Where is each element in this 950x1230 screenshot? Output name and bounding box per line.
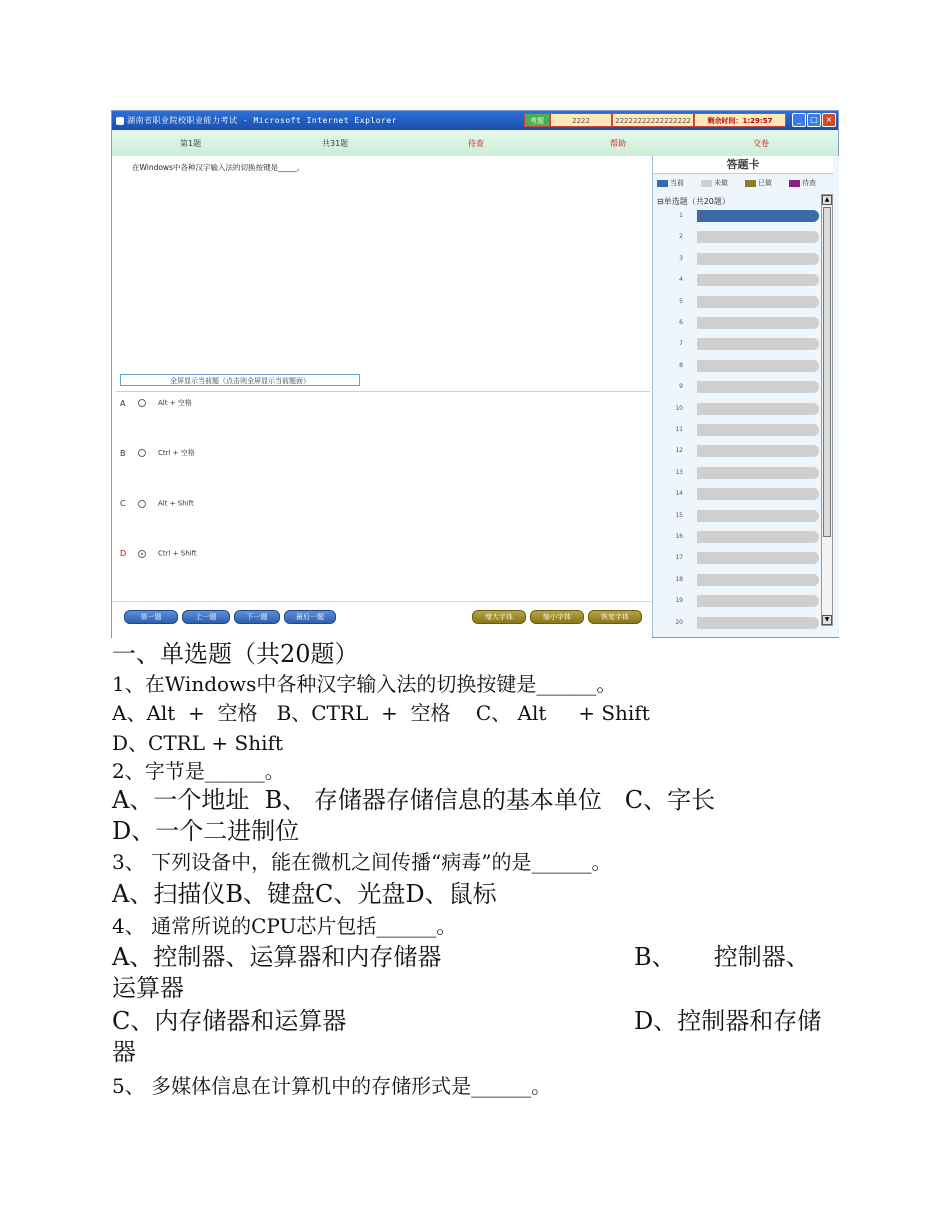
legend-swatch: [789, 180, 800, 187]
section-tree-item[interactable]: ⊟单选题（共20题）: [657, 197, 730, 206]
scrollbar[interactable]: [821, 194, 833, 626]
question-1: 1、在Windows中各种汉字输入法的切换按键是______。: [112, 672, 617, 696]
option-text: Ctrl + 空格: [158, 449, 195, 457]
scroll-thumb[interactable]: [823, 207, 831, 537]
answer-card-number: 13: [675, 468, 683, 476]
answer-card-bar[interactable]: [697, 317, 819, 329]
answer-card-item[interactable]: [653, 360, 823, 372]
answer-card-item[interactable]: [653, 552, 823, 564]
answer-card-bar[interactable]: [697, 617, 819, 629]
answer-card-item[interactable]: [653, 210, 823, 222]
section-heading: 一、单选题（共20题）: [112, 640, 359, 668]
answer-card-number: 1: [679, 212, 683, 219]
total-questions-indicator: 共31题: [322, 139, 349, 148]
prev-question-button[interactable]: 上一题: [182, 610, 230, 624]
radio-icon[interactable]: [138, 500, 146, 508]
answer-card-bar[interactable]: [697, 296, 819, 308]
answer-card-number: 4: [679, 276, 683, 284]
answer-card-number: 17: [675, 554, 683, 562]
fullscreen-question-button[interactable]: 全屏显示当前题（点击则全屏显示当前题面）: [120, 374, 360, 386]
answer-card-item[interactable]: [653, 574, 823, 586]
exam-screenshot: [111, 110, 839, 638]
option-text: Ctrl + Shift: [158, 549, 197, 558]
reset-font-button[interactable]: 恢复字体: [588, 610, 642, 624]
radio-icon[interactable]: [138, 399, 146, 407]
question-4-option-b: B、 控制器、: [634, 943, 810, 971]
close-button[interactable]: ×: [822, 113, 836, 127]
answer-card-number: 11: [675, 426, 683, 433]
answer-card-bar[interactable]: [697, 531, 819, 543]
question-text: 在Windows中各种汉字输入法的切换按键是_____。: [132, 163, 305, 172]
option-letter: C: [120, 499, 126, 508]
answer-card-number: 9: [679, 383, 683, 391]
answer-card-item[interactable]: [653, 296, 823, 308]
answer-card-bar[interactable]: [697, 488, 819, 500]
answer-card-bar[interactable]: [697, 231, 819, 243]
question-area: [116, 156, 646, 376]
answer-card-number: 7: [679, 340, 683, 348]
mark-review-link[interactable]: 待查: [468, 139, 484, 148]
question-1-options-line2: D、CTRL + Shift: [112, 731, 283, 755]
option-c[interactable]: [120, 499, 194, 508]
answer-card-item[interactable]: [653, 231, 823, 243]
answer-card-bar[interactable]: [697, 338, 819, 350]
answer-card-number: 18: [675, 575, 683, 583]
answer-card-title: 答题卡: [653, 156, 833, 174]
answer-card-item[interactable]: [653, 467, 823, 479]
answer-card-number: 12: [675, 447, 683, 455]
legend-review: 待查: [789, 178, 816, 188]
next-question-button[interactable]: 下一题: [234, 610, 280, 624]
answer-card-item[interactable]: [653, 424, 823, 436]
first-question-button[interactable]: 第一题: [124, 610, 178, 624]
ie-icon: [116, 117, 124, 125]
answer-card-item[interactable]: [653, 445, 823, 457]
answer-card-bar[interactable]: [697, 574, 819, 586]
legend-done: 已做: [745, 178, 772, 188]
window-titlebar: [112, 111, 838, 130]
status-id: 2222: [550, 113, 612, 127]
answer-card-number: 3: [679, 254, 683, 262]
legend-swatch: [657, 180, 668, 187]
answer-card-panel: [652, 156, 839, 637]
question-4-option-c: C、内存储器和运算器: [112, 1007, 347, 1035]
scroll-down-icon[interactable]: ▼: [822, 615, 832, 625]
answer-card-bar[interactable]: [697, 253, 819, 265]
current-question-indicator: 第1题: [180, 139, 202, 148]
option-a[interactable]: [120, 398, 192, 408]
question-2: 2、字节是______。: [112, 759, 285, 783]
answer-card-bar[interactable]: [697, 424, 819, 436]
last-question-button[interactable]: 最后一题: [284, 610, 336, 624]
answer-card-bar[interactable]: [697, 445, 819, 457]
status-name: 22222222222222222: [612, 113, 694, 127]
option-letter: D: [120, 549, 127, 558]
answer-card-item[interactable]: [653, 595, 823, 607]
answer-card-item[interactable]: [653, 531, 823, 543]
remaining-time: 剩余时间：1:29:57: [694, 113, 786, 127]
question-3-options: A、扫描仪B、键盘C、光盘D、鼠标: [112, 880, 497, 908]
answer-card-number: 6: [679, 319, 683, 326]
window-title: 湖南省职业院校职业能力考试 - Microsoft Internet Explorer: [127, 116, 397, 125]
answer-card-item[interactable]: [653, 403, 823, 415]
answer-card-item[interactable]: [653, 274, 823, 286]
option-b[interactable]: [120, 448, 195, 458]
radio-selected-icon[interactable]: [138, 550, 146, 558]
answer-card-bar[interactable]: [697, 403, 819, 415]
answer-card-number: 15: [675, 511, 683, 519]
legend-undone: 未做: [701, 178, 728, 188]
question-5: 5、 多媒体信息在计算机中的存储形式是______。: [112, 1074, 552, 1098]
question-4-option-b-cont: 运算器: [112, 974, 184, 1002]
question-2-options-line1: A、一个地址 B、 存储器存储信息的基本单位 C、字长: [112, 786, 716, 814]
help-link[interactable]: 帮助: [610, 139, 626, 148]
submit-link[interactable]: 交卷: [753, 139, 769, 148]
decrease-font-button[interactable]: 缩小字体: [530, 610, 584, 624]
bottom-toolbar: [112, 601, 652, 638]
option-text: Alt + 空格: [158, 399, 192, 407]
increase-font-button[interactable]: 增大字体: [472, 610, 526, 624]
legend-current: 当前: [657, 178, 684, 188]
option-letter: B: [120, 448, 126, 458]
scroll-up-icon[interactable]: ▲: [822, 195, 832, 205]
answer-card-item[interactable]: [653, 488, 823, 500]
answer-card-item[interactable]: [653, 253, 823, 265]
answer-card-number: 8: [679, 361, 683, 369]
answer-card-item[interactable]: [653, 510, 823, 522]
status-exam: 考题: [524, 113, 550, 127]
answer-card-bar[interactable]: [697, 381, 819, 393]
question-2-options-line2: D、一个二进制位: [112, 817, 300, 845]
question-4-option-a: A、控制器、运算器和内存储器: [112, 943, 442, 971]
answer-card-item[interactable]: [653, 338, 823, 350]
answer-card-number: 5: [679, 297, 683, 305]
legend-swatch: [701, 180, 712, 187]
answer-card-item[interactable]: [653, 617, 823, 629]
answer-card-item[interactable]: [653, 381, 823, 393]
answer-card-number: 10: [675, 404, 683, 412]
answer-card-bar[interactable]: [697, 467, 819, 479]
divider: [116, 391, 650, 392]
maximize-button[interactable]: □: [807, 113, 821, 127]
answer-card-number: 19: [675, 597, 683, 605]
answer-card-number: 16: [675, 533, 683, 540]
answer-card-bar[interactable]: [697, 510, 819, 522]
question-1-options-line1: A、Alt + 空格 B、CTRL + 空格 C、 Alt + Shift: [112, 701, 650, 725]
question-3: 3、 下列设备中，能在微机之间传播“病毒”的是______。: [112, 850, 612, 874]
answer-card-bar[interactable]: [697, 360, 819, 372]
radio-icon[interactable]: [138, 449, 146, 457]
answer-card-bar-current[interactable]: D: [697, 210, 819, 222]
collapse-icon[interactable]: ⊟: [657, 197, 664, 206]
question-4: 4、 通常所说的CPU芯片包括______。: [112, 914, 457, 938]
question-4-option-d-cont: 器: [112, 1038, 136, 1066]
option-d[interactable]: [120, 549, 197, 558]
option-letter: A: [120, 398, 126, 408]
answer-card-bar[interactable]: [697, 595, 819, 607]
answer-card-number: 14: [675, 490, 683, 498]
answer-card-bar[interactable]: [697, 552, 819, 564]
exam-nav-bar: [112, 130, 838, 156]
question-4-option-d: D、控制器和存储: [634, 1007, 822, 1035]
answer-card-number: 2: [679, 233, 683, 241]
option-text: Alt + Shift: [158, 499, 194, 508]
answer-card-number: 20: [675, 618, 683, 626]
answer-card-item[interactable]: [653, 317, 823, 329]
answer-card-bar[interactable]: [697, 274, 819, 286]
legend-swatch: [745, 180, 756, 187]
minimize-button[interactable]: _: [792, 113, 806, 127]
